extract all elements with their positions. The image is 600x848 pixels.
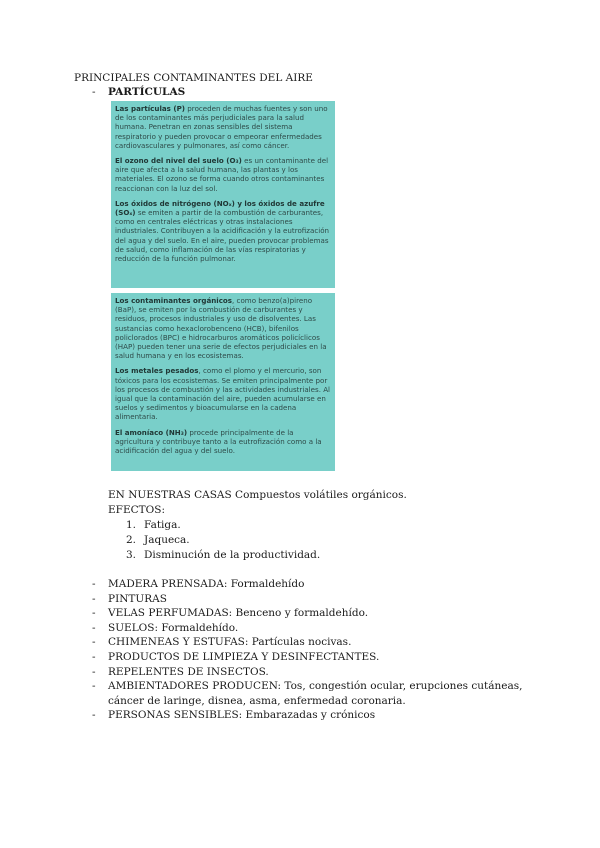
bullet-item: - PERSONAS SENSIBLES: Embarazadas y crónicos xyxy=(92,709,376,722)
list-item: 2. Jaqueca. xyxy=(126,534,190,546)
list-item: 3. Disminución de la productividad. xyxy=(126,549,321,561)
bullet-item: - VELAS PERFUMADAS: Benceno y formaldehído. xyxy=(92,607,369,620)
box-paragraph: Los óxidos de nitrógeno (NOₓ) y los óxidos de azufre (SOₓ) se emiten a partir de la combustión de carburantes, como en centrales eléctricas y otras instalaciones industriales. Contribuyen a la acidificación y la eutrofización del agua y del suelo. En el aire, pueden provocar problemas de salud, como inflamación de las vías respiratorias y reducción de la función pulmonar. xyxy=(115,198,330,264)
box-paragraph: El amoníaco (NH₃) procede principalmente de la agricultura y contribuye tanto a la eutrofización como a la acidificación del agua y del suelo. xyxy=(115,427,322,456)
box-paragraph: Los contaminantes orgánicos, como benzo(a)pireno (BaP), se emiten por la combustión de carburantes y residuos, procesos industriales y uso de disolventes. Las sustancias como hexaclorobenceno (HCB), bifenilos policlorados (BPC) e hidrocarburos aromáticos policíclicos (HAP) pueden tener una serie de efectos perjudiciales en la salud humana y en los ecosistemas. xyxy=(115,296,327,361)
box-paragraph: Las partículas (P) proceden de muchas fuentes y son uno de los contaminantes más perjudiciales para la salud humana. Penetran en zonas sensibles del sistema respiratorio y pueden provocar o empeorar enfermedades cardiovasculares y pulmonares, así como cáncer. xyxy=(115,104,328,150)
box-paragraph: El ozono del nivel del suelo (O₃) es un contaminante del aire que afecta a la salud humana, las plantas y los materiales. El ozono se forma cuando otros contaminantes reaccionan con la luz del sol. xyxy=(115,156,329,193)
dash-marker: - xyxy=(92,86,96,98)
bullet-item: - MADERA PRENSADA: Formaldehído xyxy=(92,578,305,590)
bullet-item: - PINTURAS xyxy=(92,592,167,605)
bullet-item: - SUELOS: Formaldehído. xyxy=(92,621,239,634)
info-box-particles xyxy=(111,101,335,288)
efectos-label: EFECTOS: xyxy=(108,504,165,516)
info-box-pollutants xyxy=(111,293,335,471)
bullet-list xyxy=(92,577,532,723)
section-heading xyxy=(92,86,185,98)
bullet-item: - REPELENTES DE INSECTOS. xyxy=(92,665,269,678)
casas-line: EN NUESTRAS CASAS Compuestos volátiles orgánicos. xyxy=(108,489,407,501)
document-title: PRINCIPALES CONTAMINANTES DEL AIRE xyxy=(74,72,313,84)
bullet-item: - PRODUCTOS DE LIMPIEZA Y DESINFECTANTES. xyxy=(92,650,380,663)
bullet-item: - CHIMENEAS Y ESTUFAS: Partículas nocivas. xyxy=(92,636,352,649)
box-paragraph: Los metales pesados, como el plomo y el mercurio, son tóxicos para los ecosistemas. Se emiten principalmente por los procesos de combustión y las actividades industriales. Al igual que la contaminación del aire, pueden acumularse en suelos y sedimentos y bioacumularse en la cadena alimentaria. xyxy=(115,366,331,422)
bullet-item: - AMBIENTADORES PRODUCEN: Tos, congestión ocular, erupciones cutáneas, cáncer de laringe, disnea, asma, enfermedad coronaria. xyxy=(92,680,523,707)
section-label: PARTÍCULAS xyxy=(108,86,186,98)
list-item: 1. Fatiga. xyxy=(126,519,181,531)
